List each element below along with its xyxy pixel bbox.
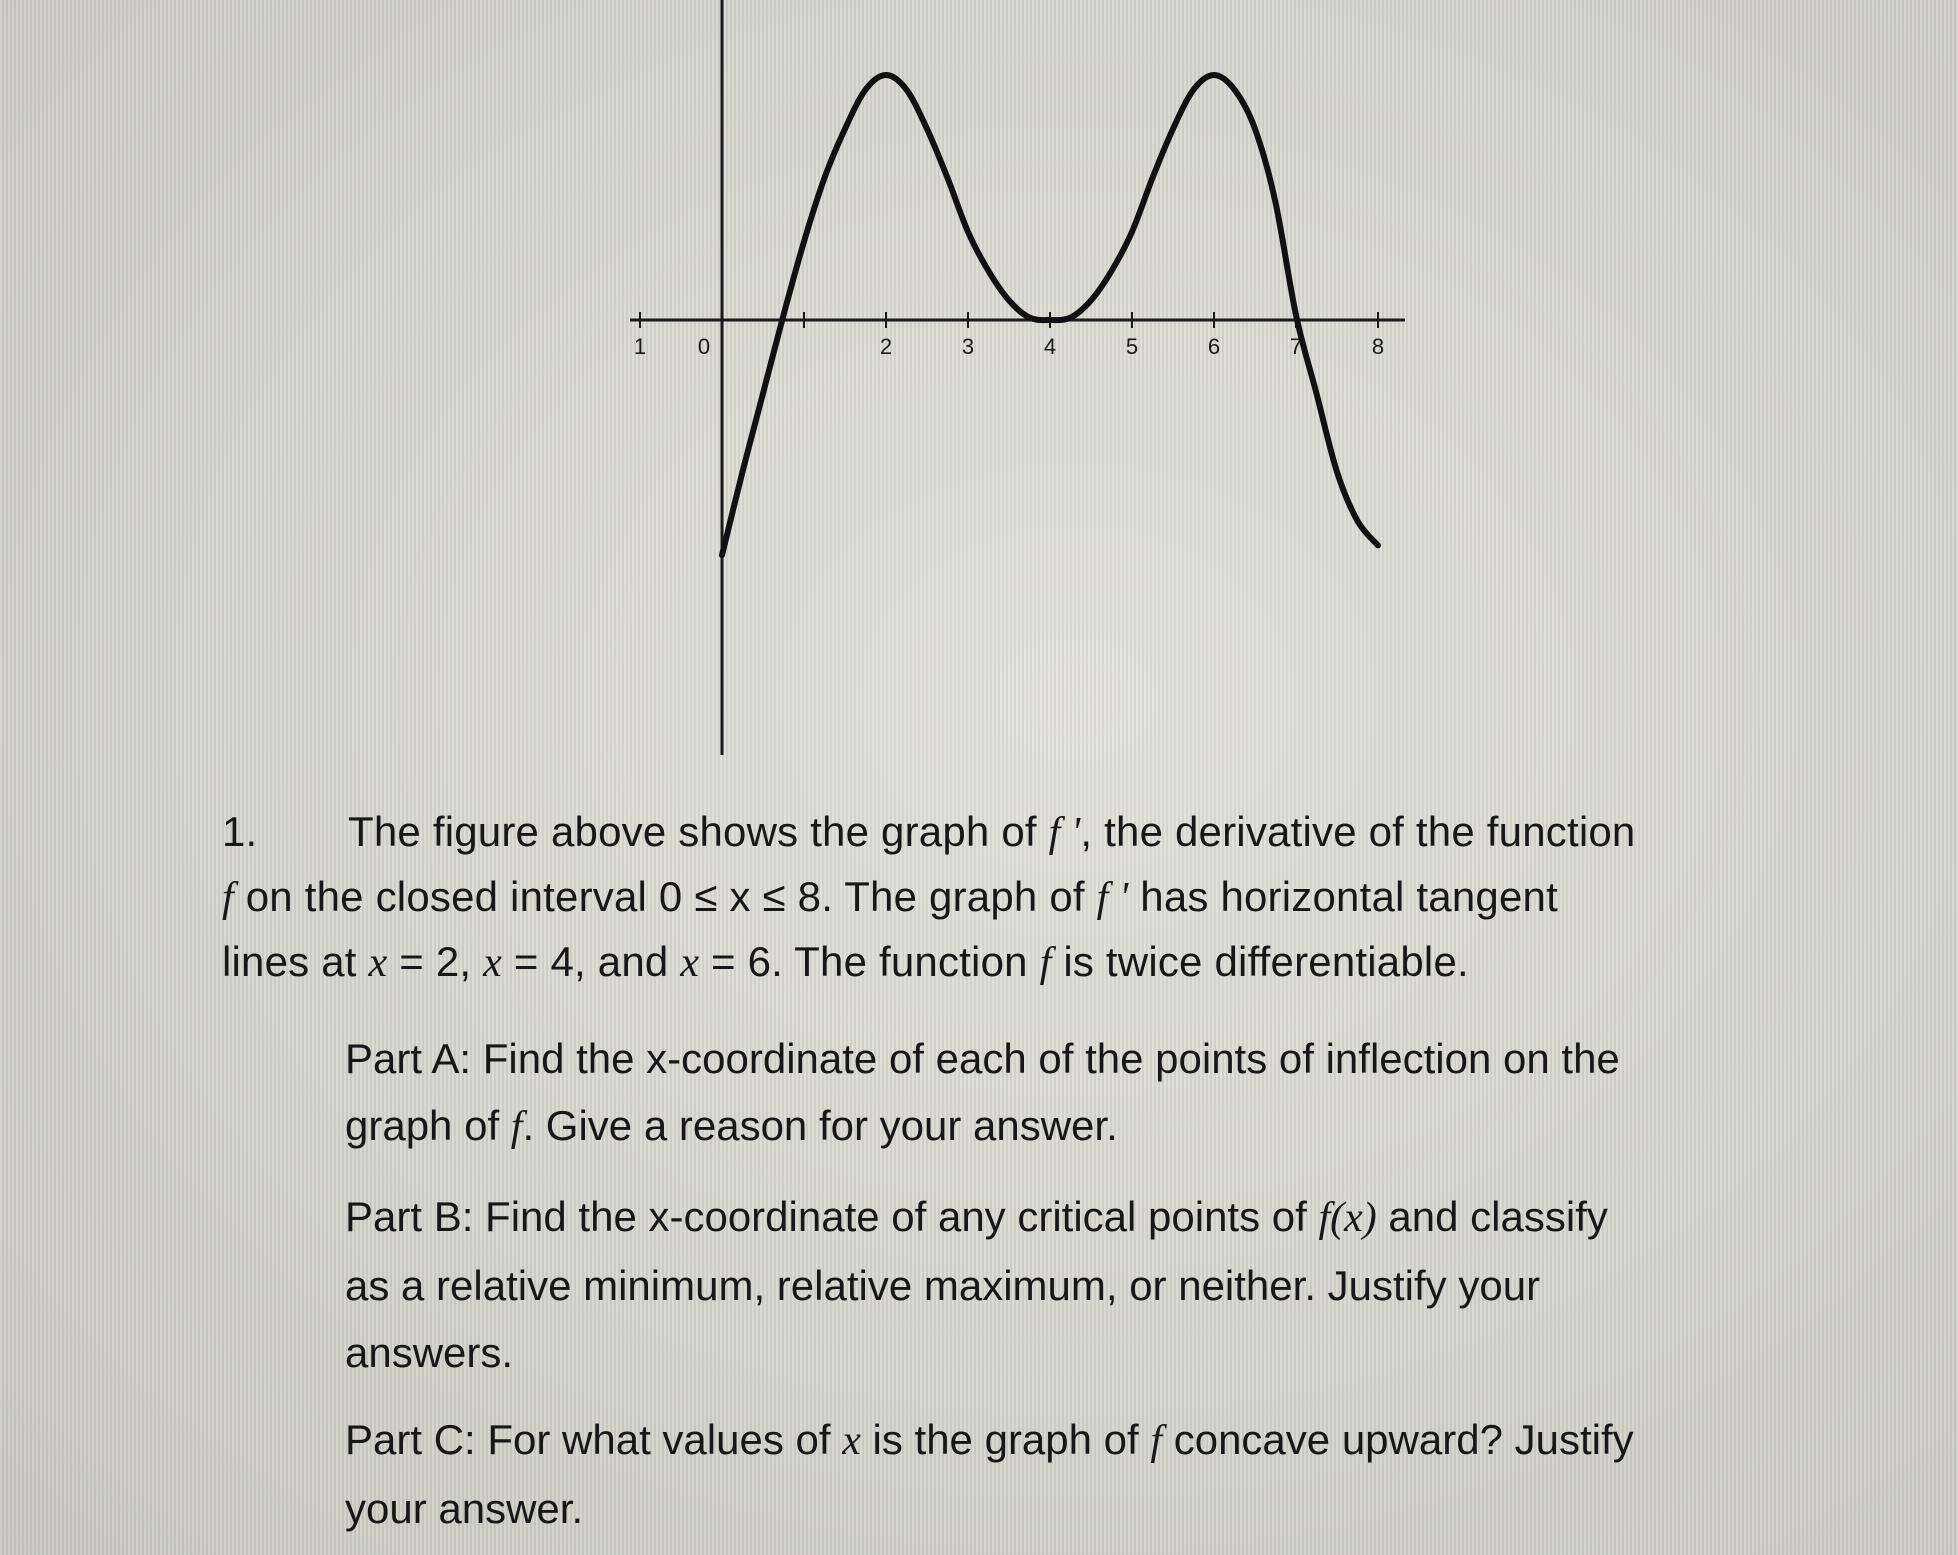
problem-number: 1. — [222, 808, 258, 855]
f-symbol-2: f — [1039, 940, 1052, 986]
problem-text-1-end: , the derivative of the function — [1080, 808, 1636, 855]
x-tick-label: 6 — [1207, 334, 1221, 359]
f-symbol-3: f — [510, 1104, 523, 1150]
x-axis-tick-labels — [634, 334, 1384, 359]
eq2-rest: = 4, and — [502, 938, 681, 985]
x-tick-label: 4 — [1043, 334, 1057, 359]
x-tick-label: 1 — [633, 334, 647, 359]
problem-text-2-end: has horizontal tangent — [1128, 873, 1558, 920]
part-a-line-2 — [345, 1092, 1845, 1161]
part-b-text: Part B: Find the x-coordinate of any critical points of — [345, 1193, 1319, 1240]
f-prime-symbol: f ' — [1048, 810, 1081, 856]
x-tick-label: 7 — [1289, 334, 1303, 359]
part-a-line-1: Part A: Find the x-coordinate of each of the points of inflection on the — [345, 1035, 1620, 1082]
part-c-text: Part C: For what values of — [345, 1416, 843, 1463]
part-c — [345, 1406, 1845, 1542]
part-b-text-end: and classify — [1376, 1193, 1608, 1240]
x-tick-label: 0 — [697, 334, 711, 359]
x-tick-label: 3 — [961, 334, 975, 359]
part-b — [345, 1183, 1845, 1386]
f-symbol: f — [222, 875, 234, 921]
problem-line-3 — [222, 930, 1822, 995]
eq3-rest: = 6. The function — [699, 938, 1040, 985]
part-b-line-2: as a relative minimum, relative maximum, or neither. Justify your — [345, 1262, 1541, 1309]
problem-line-1 — [222, 800, 1822, 865]
x-symbol-2: x — [483, 940, 502, 986]
part-b-line-3: answers. — [345, 1329, 514, 1376]
eq1-rest: = 2, — [387, 938, 484, 985]
problem-text-3: lines at — [222, 938, 369, 985]
part-b-line-1 — [345, 1183, 1845, 1252]
problem-text-3-end: is twice differentiable. — [1051, 938, 1469, 985]
part-a — [345, 1025, 1845, 1161]
x-symbol-1: x — [368, 940, 388, 986]
f-symbol-4: f — [1150, 1418, 1163, 1464]
problem-text-2: on the closed interval 0 ≤ x ≤ 8. The graph of — [233, 873, 1097, 920]
f-of-x-symbol: f(x) — [1318, 1195, 1377, 1241]
x-tick-label: 5 — [1125, 334, 1139, 359]
problem-text-1: The figure above shows the graph of — [348, 808, 1049, 855]
part-a-text: graph of — [345, 1102, 511, 1149]
f-prime-symbol-2: f ' — [1096, 875, 1129, 921]
x-symbol-4: x — [842, 1418, 861, 1464]
x-tick-label: 8 — [1371, 334, 1385, 359]
part-c-text-mid: is the graph of — [860, 1416, 1151, 1463]
x-symbol-3: x — [680, 940, 700, 986]
part-c-text-end: concave upward? Justify — [1162, 1416, 1634, 1463]
part-c-line-1 — [345, 1406, 1845, 1475]
x-tick-label: 2 — [879, 334, 893, 359]
problem-line-2 — [222, 865, 1822, 930]
part-c-line-2: your answer. — [345, 1485, 584, 1532]
problem-statement — [222, 800, 1822, 995]
part-a-text-end: . Give a reason for your answer. — [522, 1102, 1118, 1149]
